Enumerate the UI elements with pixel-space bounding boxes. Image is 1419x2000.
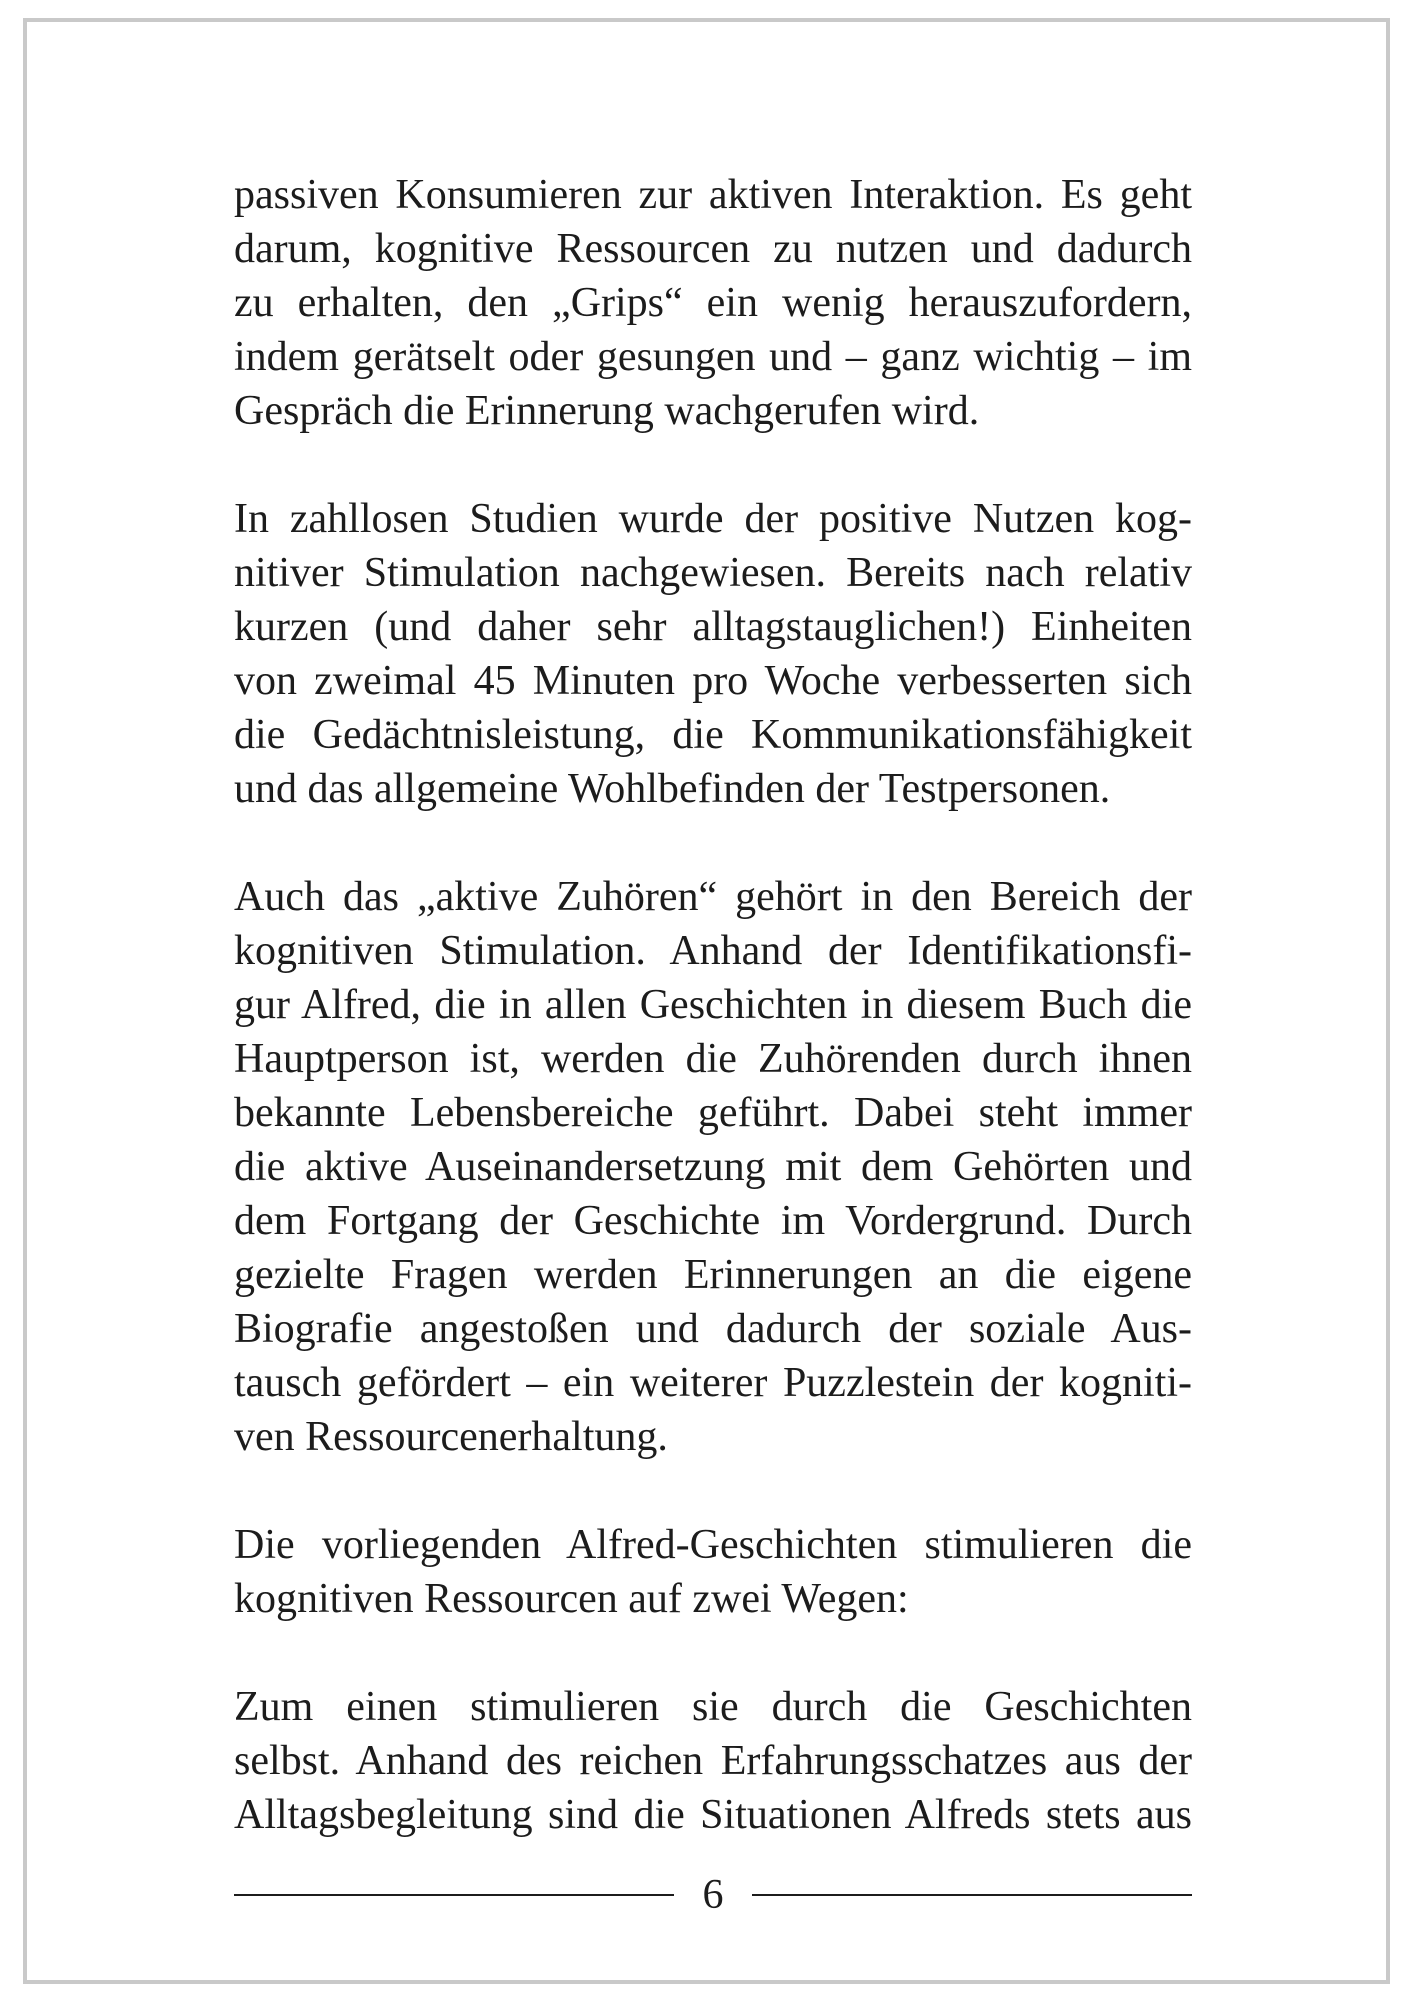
page-number: 6 xyxy=(702,1872,724,1918)
text-line: Hauptperson ist, werden die Zuhörenden durch ihnen xyxy=(234,1036,1192,1082)
text-line: zu erhalten, den „Grips“ ein wenig herauszufordern, xyxy=(234,280,1192,326)
paragraph-2 xyxy=(234,492,1192,816)
footer-rule-right xyxy=(752,1894,1192,1896)
paragraph-1 xyxy=(234,168,1192,438)
text-line: bekannte Lebensbereiche geführt. Dabei steht immer xyxy=(234,1090,1192,1136)
text-line: nitiver Stimulation nachgewiesen. Bereits nach relativ xyxy=(234,550,1192,596)
paragraph-4 xyxy=(234,1518,1192,1626)
text-line: selbst. Anhand des reichen Erfahrungsschatzes aus der xyxy=(234,1738,1192,1784)
page-footer xyxy=(234,1868,1192,1922)
text-line: die Gedächtnisleistung, die Kommunikationsfähigkeit xyxy=(234,712,1192,758)
text-line: Auch das „aktive Zuhören“ gehört in den Bereich der xyxy=(234,874,1192,920)
text-line: von zweimal 45 Minuten pro Woche verbesserten sich xyxy=(234,658,1192,704)
text-line: Biografie angestoßen und dadurch der soziale Aus- xyxy=(234,1306,1192,1352)
text-line: kurzen (und daher sehr alltagstauglichen!) Einheiten xyxy=(234,604,1192,650)
text-line: In zahllosen Studien wurde der positive Nutzen kog- xyxy=(234,496,1192,542)
paragraph-3 xyxy=(234,870,1192,1464)
text-line: Alltagsbegleitung sind die Situationen Alfreds stets aus xyxy=(234,1792,1192,1838)
body-text xyxy=(234,168,1192,1842)
text-line: Zum einen stimulieren sie durch die Geschichten xyxy=(234,1684,1192,1730)
text-line: indem gerätselt oder gesungen und – ganz wichtig – im xyxy=(234,334,1192,380)
text-line: darum, kognitive Ressourcen zu nutzen und dadurch xyxy=(234,226,1192,272)
text-line: Gespräch die Erinnerung wachgerufen wird. xyxy=(234,388,980,434)
text-line: kognitiven Ressourcen auf zwei Wegen: xyxy=(234,1576,909,1622)
text-line: Die vorliegenden Alfred-Geschichten stimulieren die xyxy=(234,1522,1192,1568)
text-line: dem Fortgang der Geschichte im Vordergrund. Durch xyxy=(234,1198,1192,1244)
text-line: und das allgemeine Wohlbefinden der Testpersonen. xyxy=(234,766,1111,812)
text-line: die aktive Auseinandersetzung mit dem Gehörten und xyxy=(234,1144,1192,1190)
text-line: ven Ressourcenerhaltung. xyxy=(234,1414,668,1460)
text-line: passiven Konsumieren zur aktiven Interaktion. Es geht xyxy=(234,172,1192,218)
text-line: gezielte Fragen werden Erinnerungen an die eigene xyxy=(234,1252,1192,1298)
text-line: kognitiven Stimulation. Anhand der Identifikationsfi- xyxy=(234,928,1192,974)
text-line: gur Alfred, die in allen Geschichten in diesem Buch die xyxy=(234,982,1192,1028)
paragraph-5 xyxy=(234,1680,1192,1842)
text-line: tausch gefördert – ein weiterer Puzzlestein der kogniti- xyxy=(234,1360,1192,1406)
